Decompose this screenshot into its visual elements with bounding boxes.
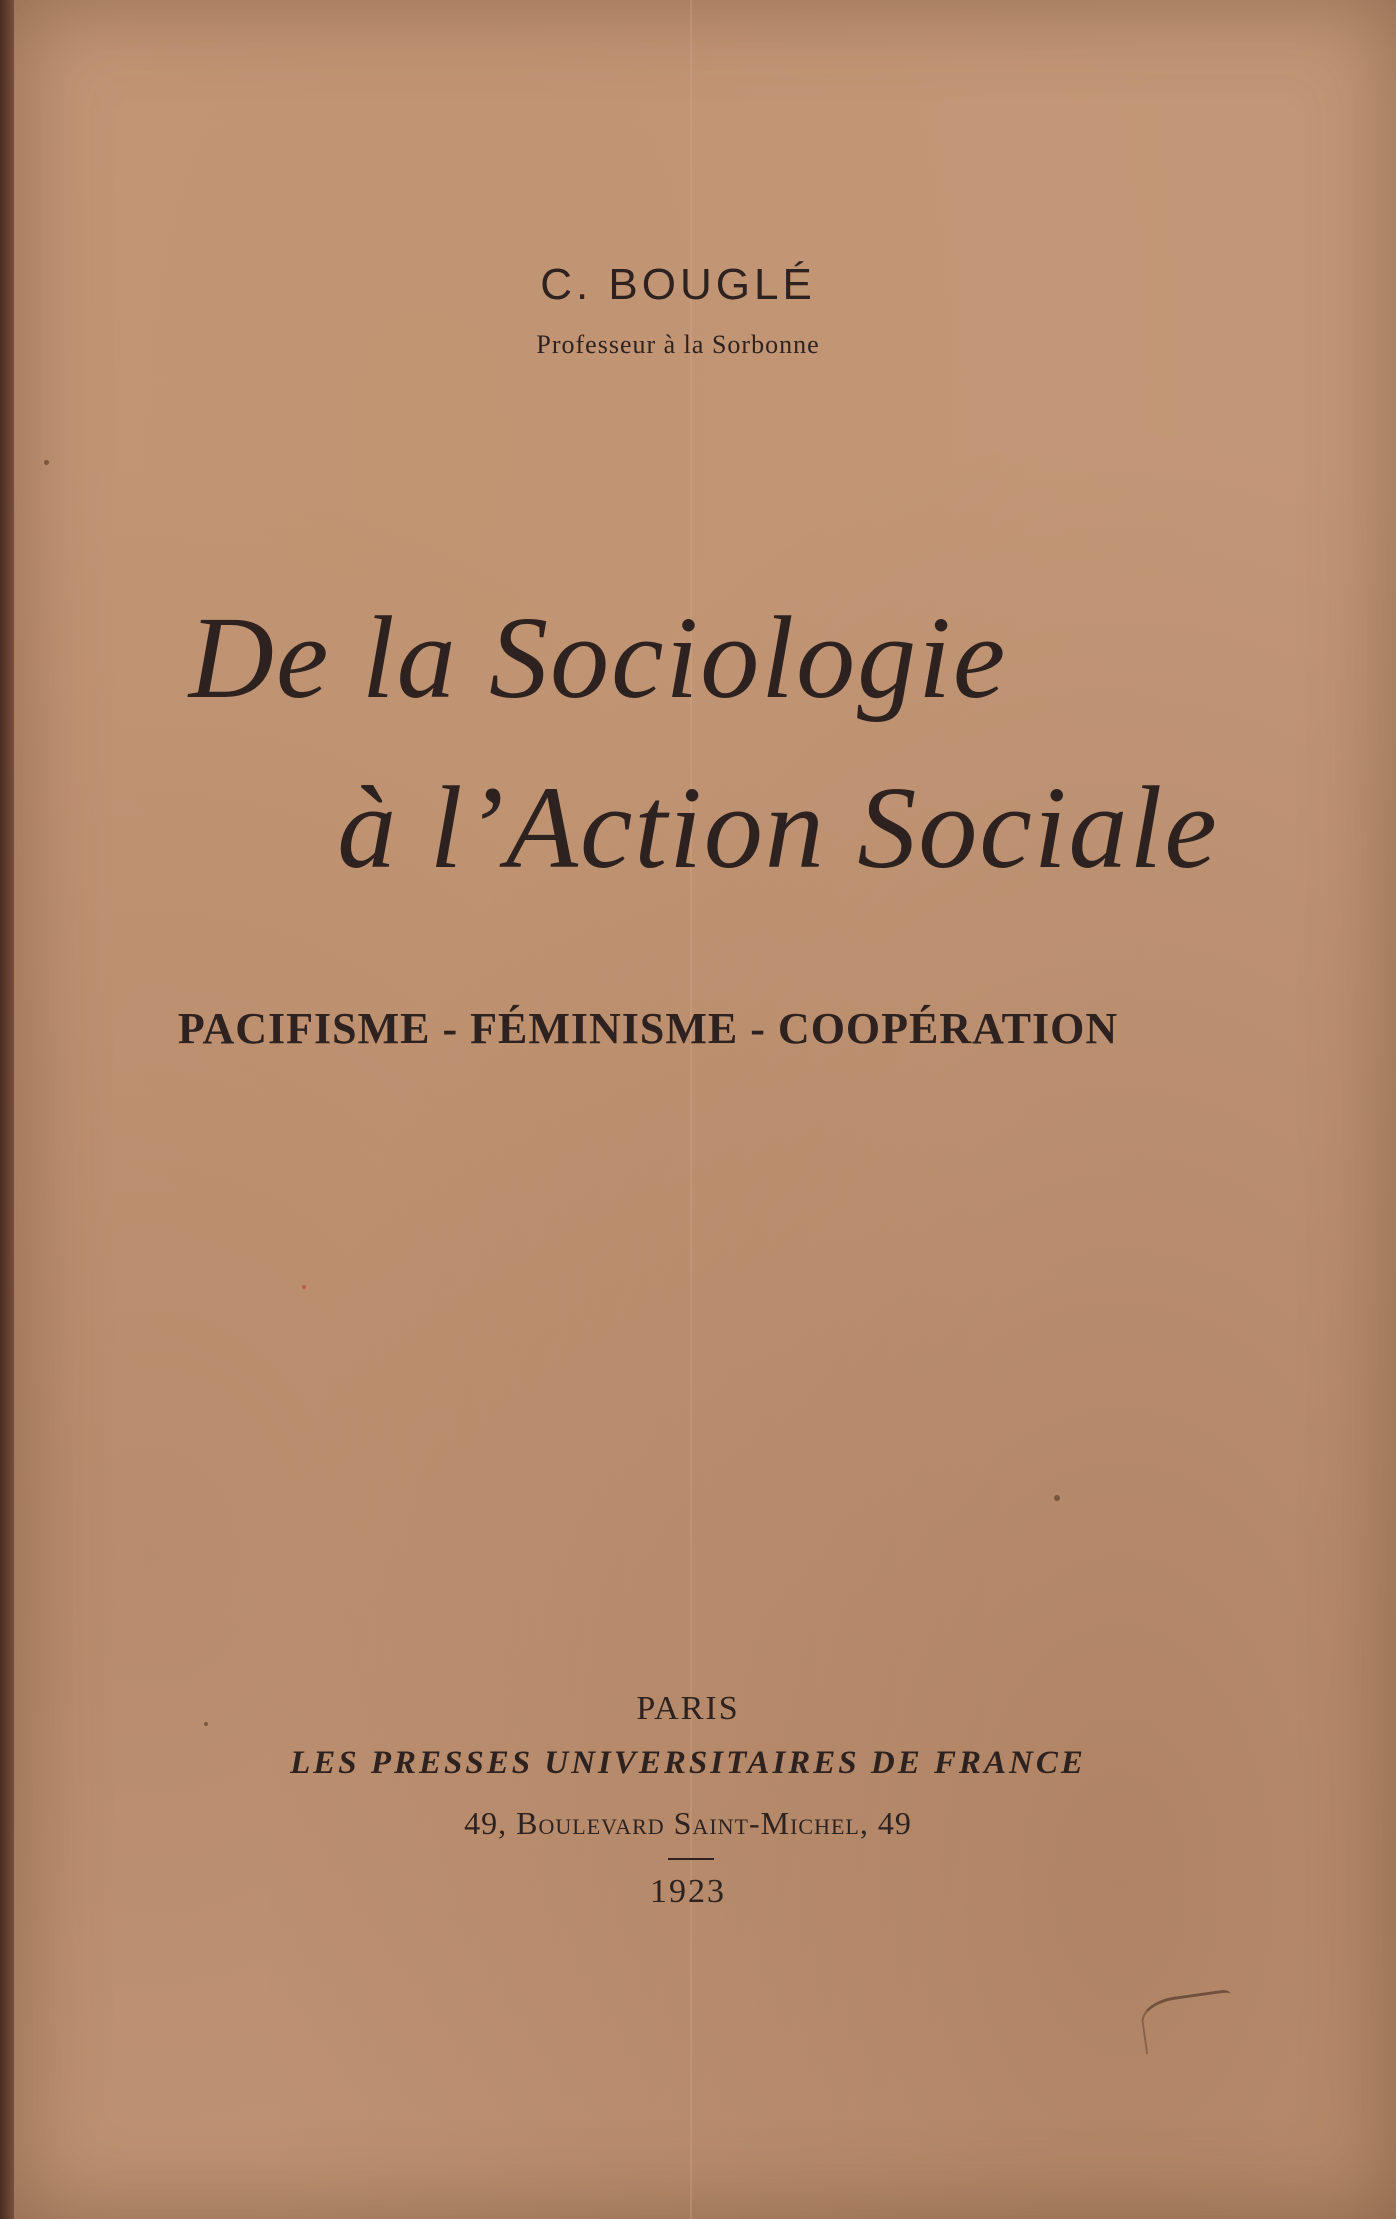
publisher-address: 49, Boulevard Saint-Michel, 49 bbox=[464, 1805, 912, 1841]
paper-speck bbox=[44, 460, 49, 465]
publisher-name: LES PRESSES UNIVERSITAIRES DE FRANCE bbox=[290, 1745, 1086, 1781]
author-role: Professeur à la Sorbonne bbox=[536, 330, 820, 359]
paper-speck bbox=[302, 1285, 306, 1289]
divider-rule bbox=[668, 1858, 714, 1860]
paper-speck bbox=[1054, 1495, 1060, 1501]
book-subtitle: PACIFISME - FÉMINISME - COOPÉRATION bbox=[177, 1004, 1119, 1053]
author-name: C. BOUGLÉ bbox=[540, 260, 816, 309]
book-title-line-2: à l’Action Sociale bbox=[337, 762, 1219, 893]
publisher-city: PARIS bbox=[636, 1690, 740, 1727]
book-title-line-1: De la Sociologie bbox=[188, 592, 1008, 723]
publication-year: 1923 bbox=[650, 1873, 726, 1910]
cover-tear-mark bbox=[1139, 1989, 1237, 2054]
